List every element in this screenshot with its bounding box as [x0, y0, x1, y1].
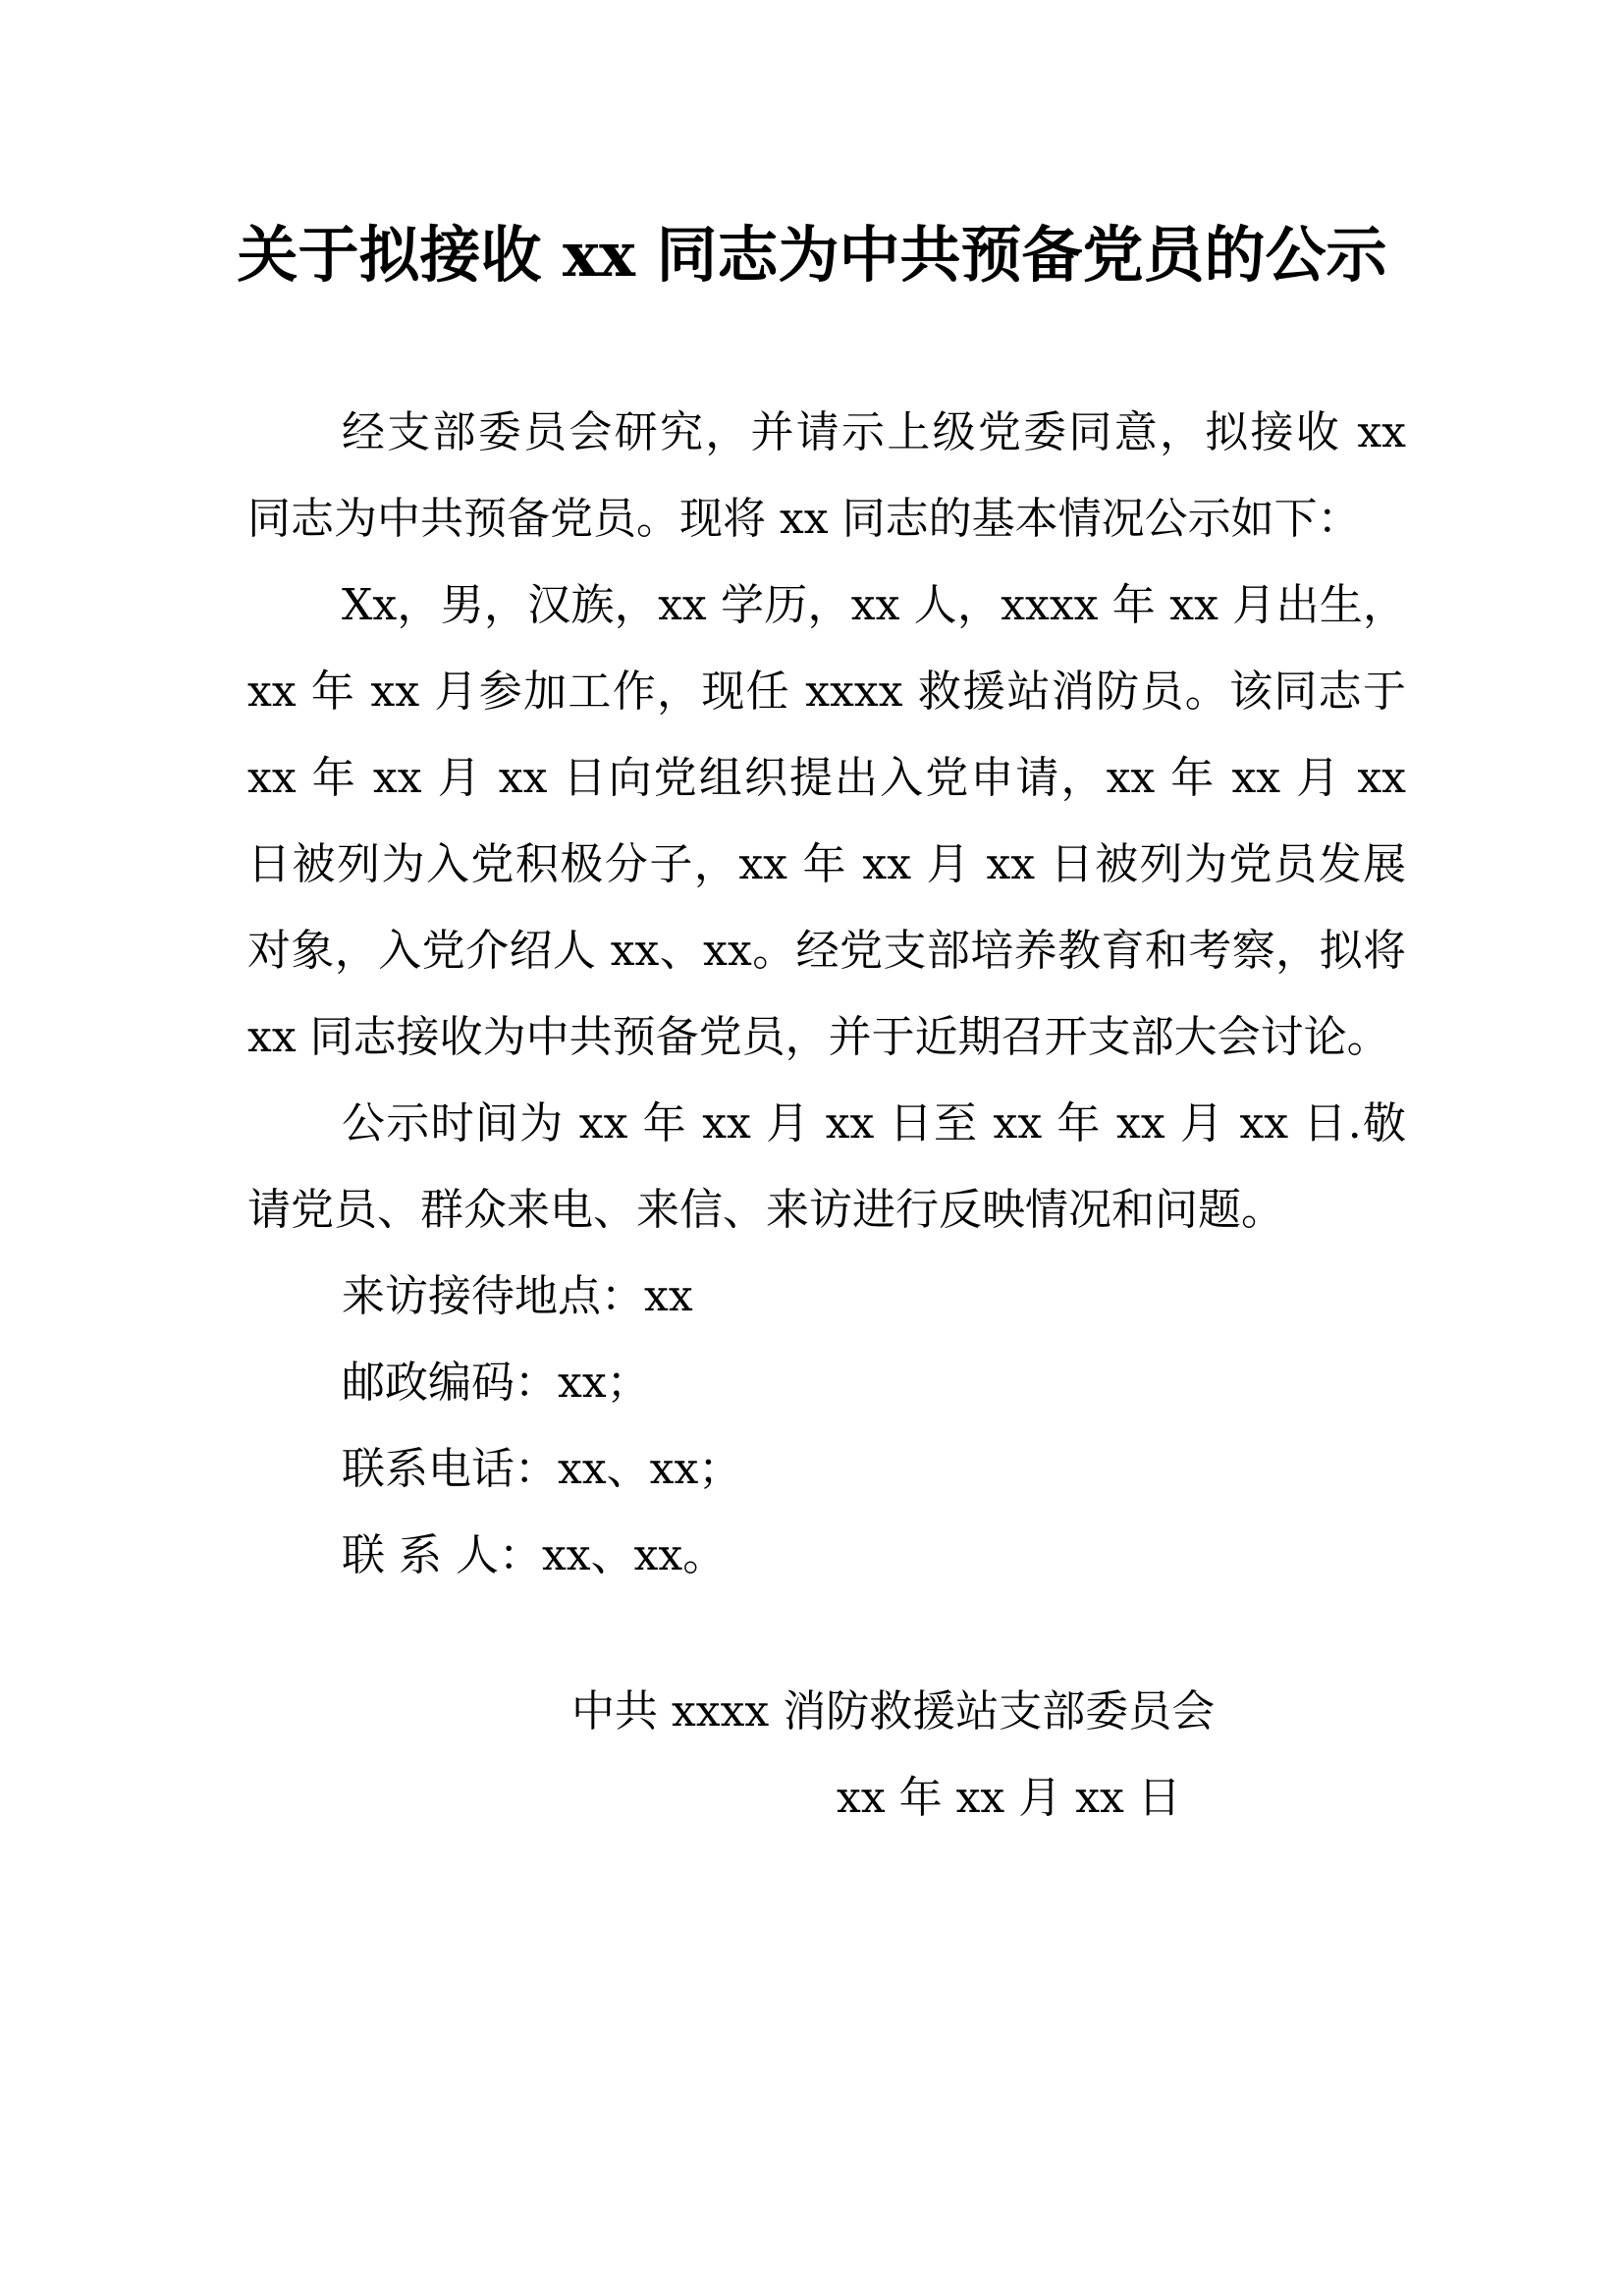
issue-date: xx 年 xx 月 xx 日: [837, 1773, 1181, 1823]
paragraph-basic-info: Xx，男，汉族，xx 学历，xx 人，xxxx 年 xx 月出生，xx 年 xx 月参加工作，现任 xxxx 救援站消防员。该同志于 xx 年 xx 月 xx 日向党组织提出入党申请，xx 年 xx 月 xx 日被列为入党积极分子，xx 年 xx 月 xx 日被列为党员发展对象，入党介绍人 xx、xx。经党支部培养教育和考察，拟将 xx 同志接收为中共预备党员，并于近期召开支部大会讨论。: [247, 580, 1406, 1062]
paragraph-notice-period: 公示时间为 xx 年 xx 月 xx 日至 xx 年 xx 月 xx 日.敬请党员、群众来电、来信、来访进行反映情况和问题。: [247, 1098, 1406, 1235]
contact-person: 联 系 人：xx、xx。: [342, 1530, 727, 1580]
paragraph-intro: 经支部委员会研究，并请示上级党委同意，拟接收 xx 同志为中共预备党员。现将 xx 同志的基本情况公示如下：: [247, 407, 1406, 544]
issuer-signature: 中共 xxxx 消防救援站支部委员会: [571, 1686, 1216, 1736]
document-body: [247, 390, 1406, 1599]
contact-address: 来访接待地点：xx: [342, 1271, 693, 1321]
contact-phone: 联系电话：xx、xx；: [342, 1444, 742, 1494]
contact-postcode: 邮政编码：xx；: [342, 1358, 650, 1408]
document-title: 关于拟接收 xx 同志为中共预备党员的公示: [237, 219, 1387, 291]
